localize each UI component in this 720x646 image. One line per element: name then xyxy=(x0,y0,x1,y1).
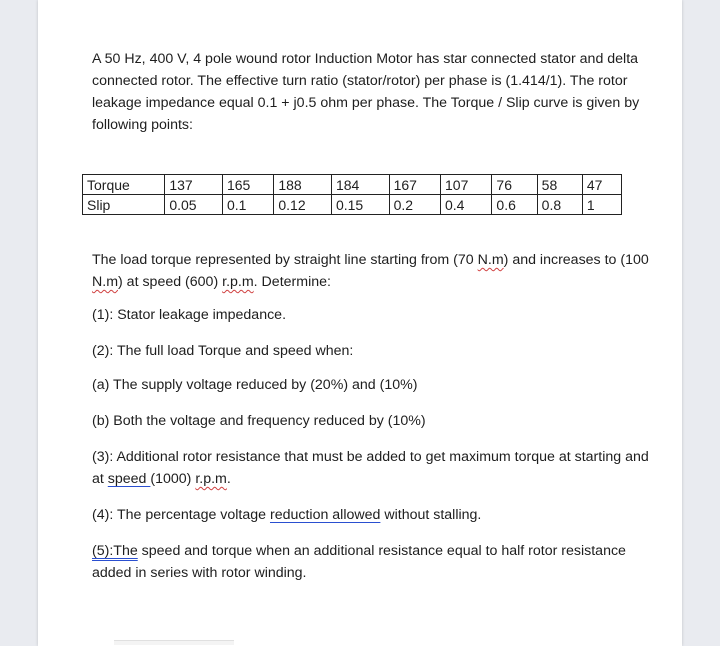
table-cell: 47 xyxy=(582,175,621,195)
torque-slip-table xyxy=(82,174,622,215)
question-2b: (b) Both the voltage and frequency reduced by (10%) xyxy=(92,413,426,429)
table-cell: 107 xyxy=(441,175,492,195)
table-cell: 0.2 xyxy=(389,195,440,215)
row-label: Slip xyxy=(83,195,165,215)
question-2: (2): The full load Torque and speed when: xyxy=(92,343,354,359)
q4-text-2: without stalling. xyxy=(380,507,482,523)
table-row xyxy=(83,175,622,195)
load-text-2: ) and increases to (100 xyxy=(503,252,649,268)
q5-text: speed and torque when an additional resistance equal to half rotor resistance added in series with rotor winding. xyxy=(92,543,626,581)
unit-rpm: r.p.m xyxy=(222,274,254,290)
question-5 xyxy=(92,540,652,584)
table-cell: 165 xyxy=(222,175,273,195)
load-text-3: ) at speed (600) xyxy=(118,274,223,290)
problem-intro: A 50 Hz, 400 V, 4 pole wound rotor Induction Motor has star connected stator and delta connected rotor. The effective turn ratio (stator/rotor) per phase is (1.414/1). The rotor leakage impedance equal 0.1 + j0.5 ohm per phase. The Torque / Slip curve is given by following points: xyxy=(92,51,640,133)
table-cell: 167 xyxy=(389,175,440,195)
table-cell: 76 xyxy=(492,175,537,195)
q3-text-1: (3): Additional rotor resistance that must be added to get maximum torque at starting and at xyxy=(92,449,649,487)
unit-nm-2: N.m xyxy=(92,274,119,290)
load-text-4: . Determine: xyxy=(253,274,331,290)
table-cell: 0.05 xyxy=(165,195,223,215)
q4-text-1: (4): The percentage voltage xyxy=(92,507,270,523)
q3-rpm: r.p.m xyxy=(195,471,227,487)
q3-text-3: . xyxy=(226,471,231,487)
page-footer-strip xyxy=(114,640,234,645)
question-4 xyxy=(92,504,652,526)
load-torque-text xyxy=(92,249,652,293)
q3-text-2: (1000) xyxy=(150,471,196,487)
load-text-1: The load torque represented by straight line starting from (70 xyxy=(92,252,478,268)
table-cell: 137 xyxy=(165,175,223,195)
table-cell: 1 xyxy=(582,195,621,215)
unit-nm-1: N.m xyxy=(477,252,504,268)
table-cell: 0.12 xyxy=(274,195,332,215)
document-page xyxy=(38,0,682,646)
question-1: (1): Stator leakage impedance. xyxy=(92,307,287,323)
table-cell: 0.4 xyxy=(441,195,492,215)
table-cell: 184 xyxy=(331,175,389,195)
row-label: Torque xyxy=(83,175,165,195)
table-cell: 0.15 xyxy=(331,195,389,215)
question-3 xyxy=(92,446,652,490)
q4-reduction: reduction allowed xyxy=(269,507,381,523)
table-cell: 0.1 xyxy=(222,195,273,215)
q5-label: (5):The xyxy=(92,543,138,559)
table-cell: 0.6 xyxy=(492,195,537,215)
table-cell: 188 xyxy=(274,175,332,195)
question-2a: (a) The supply voltage reduced by (20%) and (10%) xyxy=(92,377,418,393)
table-cell: 0.8 xyxy=(537,195,582,215)
table-row xyxy=(83,195,622,215)
table-cell: 58 xyxy=(537,175,582,195)
problem-content xyxy=(87,48,652,598)
q3-speed: speed xyxy=(107,471,151,487)
